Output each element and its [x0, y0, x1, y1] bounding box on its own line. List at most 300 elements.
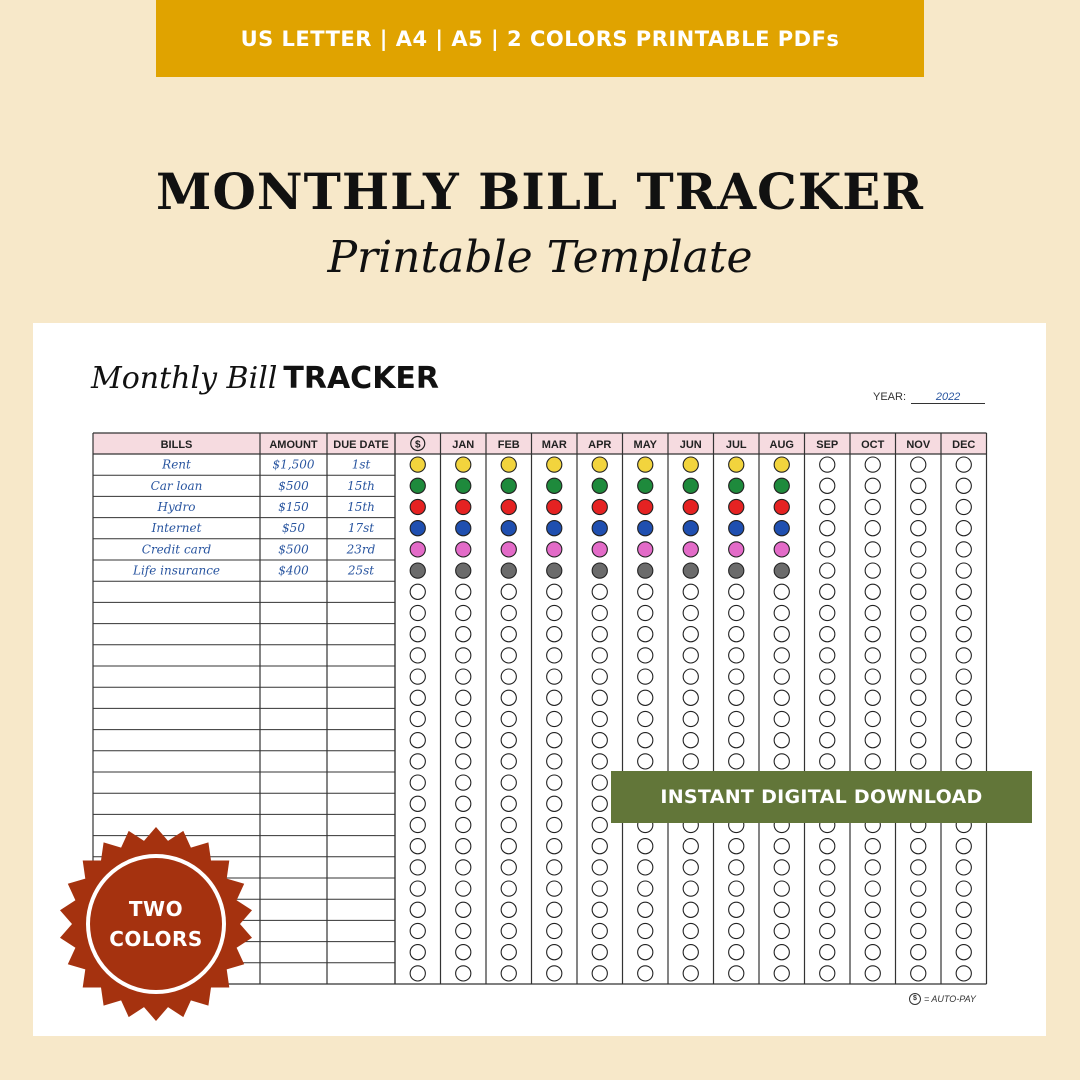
payment-circle — [729, 627, 744, 642]
payment-circle — [683, 605, 698, 620]
instant-download-banner: INSTANT DIGITAL DOWNLOAD — [611, 771, 1032, 823]
bill-amount: $150 — [278, 500, 309, 514]
bill-name: Hydro — [157, 500, 196, 514]
payment-circle — [501, 605, 516, 620]
payment-circle — [456, 563, 471, 578]
payment-circle — [638, 648, 653, 663]
payment-circle — [547, 775, 562, 790]
payment-circle — [683, 648, 698, 663]
bill-amount: $400 — [278, 563, 309, 578]
payment-circle — [410, 457, 425, 472]
payment-circle — [865, 881, 880, 896]
payment-circle — [911, 733, 926, 748]
sheet-title-bold: TRACKER — [283, 361, 440, 396]
table-header-row — [93, 433, 987, 454]
payment-circle — [774, 563, 789, 578]
payment-circle — [456, 711, 471, 726]
payment-circle — [683, 542, 698, 557]
payment-circle — [592, 775, 607, 790]
payment-circle — [410, 521, 425, 536]
payment-circle — [865, 902, 880, 917]
payment-circle — [729, 923, 744, 938]
payment-circle — [456, 499, 471, 514]
payment-circle — [501, 754, 516, 769]
payment-circle — [729, 563, 744, 578]
payment-circle — [547, 521, 562, 536]
payment-circle — [683, 521, 698, 536]
payment-circle — [456, 478, 471, 493]
payment-circle — [410, 796, 425, 811]
payment-circle — [865, 945, 880, 960]
payment-circle — [501, 499, 516, 514]
payment-circle — [820, 733, 835, 748]
payment-circle — [774, 711, 789, 726]
payment-circle — [501, 648, 516, 663]
payment-circle — [683, 923, 698, 938]
payment-circle — [729, 733, 744, 748]
payment-circle — [501, 839, 516, 854]
payment-circle — [820, 499, 835, 514]
payment-circle — [956, 902, 971, 917]
payment-circle — [956, 457, 971, 472]
payment-circle — [956, 669, 971, 684]
payment-circle — [774, 605, 789, 620]
payment-circle — [592, 563, 607, 578]
payment-circle — [911, 605, 926, 620]
payment-circle — [592, 478, 607, 493]
payment-circle — [956, 945, 971, 960]
header-month-jan: JAN — [452, 439, 475, 451]
payment-circle — [956, 881, 971, 896]
payment-circle — [820, 690, 835, 705]
payment-circle — [592, 966, 607, 981]
payment-circle — [729, 690, 744, 705]
sub-title: Printable Template — [327, 232, 753, 283]
payment-circle — [683, 902, 698, 917]
payment-circle — [956, 711, 971, 726]
payment-circle — [683, 457, 698, 472]
payment-circle — [547, 542, 562, 557]
autopay-legend — [909, 993, 976, 1005]
autopay-legend-text: = AUTO-PAY — [924, 994, 976, 1004]
payment-circle — [410, 733, 425, 748]
bill-amount: $50 — [282, 521, 305, 536]
payment-circle — [547, 923, 562, 938]
payment-circle — [820, 839, 835, 854]
payment-circle — [501, 817, 516, 832]
payment-circle — [592, 542, 607, 557]
payment-circle — [956, 563, 971, 578]
payment-circle — [501, 542, 516, 557]
payment-circle — [683, 584, 698, 599]
payment-circle — [638, 860, 653, 875]
payment-circle — [865, 605, 880, 620]
payment-circle — [683, 669, 698, 684]
header-month-sep: SEP — [816, 439, 839, 451]
bill-name: Life insurance — [132, 563, 221, 578]
payment-circle — [774, 542, 789, 557]
payment-circle — [547, 711, 562, 726]
payment-circle — [729, 648, 744, 663]
payment-circle — [683, 733, 698, 748]
payment-circle — [592, 669, 607, 684]
header-month-feb: FEB — [497, 439, 520, 451]
payment-circle — [774, 754, 789, 769]
sheet-title-script: Monthly Bill — [91, 361, 278, 396]
payment-circle — [547, 584, 562, 599]
payment-circle — [547, 860, 562, 875]
payment-circle — [501, 690, 516, 705]
payment-circle — [911, 499, 926, 514]
bill-name: Rent — [162, 457, 191, 472]
bill-name: Credit card — [141, 542, 212, 557]
payment-circle — [410, 648, 425, 663]
payment-circle — [774, 923, 789, 938]
payment-circle — [911, 711, 926, 726]
payment-circle — [774, 902, 789, 917]
payment-circle — [911, 669, 926, 684]
payment-circle — [729, 457, 744, 472]
payment-circle — [592, 817, 607, 832]
header-amount: AMOUNT — [269, 439, 318, 451]
payment-circle — [456, 669, 471, 684]
payment-circle — [865, 860, 880, 875]
header-due-date: DUE DATE — [333, 439, 389, 451]
payment-circle — [911, 542, 926, 557]
payment-circle — [729, 584, 744, 599]
payment-circle — [456, 881, 471, 896]
payment-circle — [456, 860, 471, 875]
payment-circle — [911, 563, 926, 578]
payment-circle — [547, 648, 562, 663]
payment-circle — [956, 860, 971, 875]
payment-circle — [820, 584, 835, 599]
payment-circle — [638, 478, 653, 493]
payment-circle — [592, 902, 607, 917]
payment-circle — [820, 605, 835, 620]
payment-circle — [456, 690, 471, 705]
payment-circle — [820, 945, 835, 960]
payment-circle — [410, 584, 425, 599]
payment-circle — [865, 711, 880, 726]
header-month-mar: MAR — [541, 439, 567, 451]
payment-circle — [820, 860, 835, 875]
payment-circle — [729, 881, 744, 896]
payment-circle — [638, 839, 653, 854]
payment-circle — [547, 839, 562, 854]
main-title: MONTHLY BILL TRACKER — [156, 162, 924, 221]
payment-circle — [774, 627, 789, 642]
bill-due-date: 15th — [347, 478, 375, 493]
payment-circle — [865, 923, 880, 938]
payment-circle — [729, 754, 744, 769]
payment-circle — [638, 605, 653, 620]
payment-circle — [729, 945, 744, 960]
header-autopay-symbol: $ — [414, 439, 421, 451]
payment-circle — [638, 945, 653, 960]
payment-circle — [547, 881, 562, 896]
payment-circle — [729, 966, 744, 981]
payment-circle — [456, 584, 471, 599]
payment-circle — [683, 945, 698, 960]
payment-circle — [410, 923, 425, 938]
payment-circle — [956, 966, 971, 981]
payment-circle — [501, 563, 516, 578]
payment-circle — [456, 902, 471, 917]
payment-circle — [683, 499, 698, 514]
payment-circle — [956, 542, 971, 557]
payment-circle — [638, 499, 653, 514]
payment-circle — [638, 690, 653, 705]
payment-circle — [956, 605, 971, 620]
payment-circle — [956, 733, 971, 748]
payment-circle — [456, 796, 471, 811]
payment-circle — [865, 966, 880, 981]
payment-circle — [501, 966, 516, 981]
payment-circle — [683, 563, 698, 578]
payment-circle — [592, 796, 607, 811]
header-month-apr: APR — [588, 439, 612, 451]
payment-circle — [865, 648, 880, 663]
bill-name: Car loan — [150, 478, 203, 493]
payment-circle — [956, 521, 971, 536]
payment-circle — [456, 945, 471, 960]
payment-circle — [410, 605, 425, 620]
payment-circle — [592, 881, 607, 896]
payment-circle — [956, 627, 971, 642]
bill-name: Internet — [151, 521, 202, 536]
bill-amount: $500 — [278, 478, 309, 493]
payment-circle — [592, 839, 607, 854]
payment-circle — [865, 478, 880, 493]
bill-amount: $1,500 — [272, 457, 315, 472]
payment-circle — [456, 839, 471, 854]
payment-circle — [410, 881, 425, 896]
payment-circle — [911, 648, 926, 663]
payment-circle — [774, 648, 789, 663]
payment-circle — [547, 669, 562, 684]
payment-circle — [865, 457, 880, 472]
payment-circle — [820, 521, 835, 536]
payment-circle — [683, 627, 698, 642]
payment-circle — [501, 733, 516, 748]
payment-circle — [501, 627, 516, 642]
payment-circle — [911, 966, 926, 981]
payment-circle — [911, 754, 926, 769]
payment-circle — [729, 499, 744, 514]
payment-circle — [774, 669, 789, 684]
payment-circle — [820, 478, 835, 493]
payment-circle — [456, 775, 471, 790]
payment-circle — [501, 902, 516, 917]
payment-circle — [456, 923, 471, 938]
payment-circle — [865, 542, 880, 557]
payment-circle — [410, 902, 425, 917]
payment-circle — [501, 521, 516, 536]
payment-circle — [410, 839, 425, 854]
payment-circle — [638, 902, 653, 917]
payment-circle — [410, 627, 425, 642]
payment-circle — [911, 945, 926, 960]
payment-circle — [592, 711, 607, 726]
payment-circle — [456, 542, 471, 557]
payment-circle — [592, 648, 607, 663]
payment-circle — [911, 881, 926, 896]
payment-circle — [956, 690, 971, 705]
payment-circle — [774, 457, 789, 472]
payment-circle — [820, 542, 835, 557]
payment-circle — [410, 499, 425, 514]
payment-circle — [638, 881, 653, 896]
payment-circle — [956, 839, 971, 854]
payment-circle — [456, 817, 471, 832]
header-month-may: MAY — [633, 439, 657, 451]
payment-circle — [911, 584, 926, 599]
payment-circle — [638, 733, 653, 748]
payment-circle — [956, 499, 971, 514]
payment-circle — [865, 839, 880, 854]
payment-circle — [456, 754, 471, 769]
header-month-jul: JUL — [725, 439, 747, 451]
payment-circle — [501, 711, 516, 726]
payment-circle — [865, 499, 880, 514]
payment-circle — [911, 839, 926, 854]
payment-circle — [956, 584, 971, 599]
payment-circle — [410, 478, 425, 493]
payment-circle — [501, 923, 516, 938]
payment-circle — [820, 711, 835, 726]
payment-circle — [820, 881, 835, 896]
payment-circle — [456, 966, 471, 981]
payment-circle — [956, 754, 971, 769]
payment-circle — [911, 627, 926, 642]
payment-circle — [410, 945, 425, 960]
payment-circle — [638, 966, 653, 981]
payment-circle — [638, 923, 653, 938]
bill-due-date: 23rd — [346, 542, 376, 557]
payment-circle — [638, 542, 653, 557]
payment-circle — [820, 648, 835, 663]
bill-amount: $500 — [278, 542, 309, 557]
payment-circle — [638, 754, 653, 769]
payment-circle — [547, 627, 562, 642]
payment-circle — [501, 796, 516, 811]
payment-circle — [547, 902, 562, 917]
payment-circle — [501, 457, 516, 472]
payment-circle — [865, 584, 880, 599]
payment-circle — [638, 584, 653, 599]
header-month-oct: OCT — [861, 439, 885, 451]
payment-circle — [729, 902, 744, 917]
payment-circle — [501, 881, 516, 896]
payment-circle — [547, 605, 562, 620]
payment-circle — [501, 945, 516, 960]
payment-circle — [456, 627, 471, 642]
payment-circle — [820, 669, 835, 684]
payment-circle — [729, 542, 744, 557]
payment-circle — [820, 966, 835, 981]
header-month-jun: JUN — [679, 439, 702, 451]
payment-circle — [547, 563, 562, 578]
payment-circle — [729, 839, 744, 854]
payment-circle — [683, 881, 698, 896]
payment-circle — [501, 775, 516, 790]
payment-circle — [729, 605, 744, 620]
payment-circle — [456, 457, 471, 472]
payment-circle — [547, 754, 562, 769]
payment-circle — [592, 457, 607, 472]
payment-circle — [592, 690, 607, 705]
payment-circle — [774, 945, 789, 960]
payment-circle — [410, 669, 425, 684]
payment-circle — [683, 754, 698, 769]
payment-circle — [410, 754, 425, 769]
payment-circle — [729, 669, 744, 684]
top-banner: US LETTER | A4 | A5 | 2 COLORS PRINTABLE PDFs — [156, 0, 924, 77]
payment-circle — [410, 860, 425, 875]
payment-circle — [592, 754, 607, 769]
payment-circle — [683, 860, 698, 875]
payment-circle — [729, 711, 744, 726]
payment-circle — [410, 966, 425, 981]
payment-circle — [410, 817, 425, 832]
header-month-dec: DEC — [952, 439, 976, 451]
payment-circle — [911, 923, 926, 938]
payment-circle — [592, 584, 607, 599]
payment-circle — [683, 839, 698, 854]
payment-circle — [911, 521, 926, 536]
payment-circle — [911, 902, 926, 917]
bill-due-date: 1st — [351, 457, 371, 472]
payment-circle — [729, 521, 744, 536]
payment-circle — [456, 733, 471, 748]
payment-circle — [729, 860, 744, 875]
payment-circle — [774, 478, 789, 493]
header-bills: BILLS — [160, 439, 193, 451]
seal-line-2: COLORS — [109, 927, 203, 951]
payment-circle — [956, 648, 971, 663]
payment-circle — [865, 690, 880, 705]
payment-circle — [410, 690, 425, 705]
payment-circle — [820, 902, 835, 917]
payment-circle — [774, 499, 789, 514]
payment-circle — [456, 605, 471, 620]
payment-circle — [774, 860, 789, 875]
seal-text — [58, 826, 254, 1022]
payment-circle — [774, 881, 789, 896]
payment-circle — [865, 754, 880, 769]
payment-circle — [592, 923, 607, 938]
payment-circle — [820, 457, 835, 472]
payment-circle — [820, 563, 835, 578]
payment-circle — [410, 563, 425, 578]
payment-circle — [774, 690, 789, 705]
year-label: YEAR: — [873, 391, 907, 403]
seal-line-1: TWO — [128, 897, 184, 921]
payment-circle — [547, 457, 562, 472]
payment-circle — [638, 563, 653, 578]
year-value: 2022 — [911, 391, 985, 404]
payment-circle — [547, 499, 562, 514]
payment-circle — [456, 521, 471, 536]
payment-circle — [456, 648, 471, 663]
header-month-nov: NOV — [906, 439, 931, 451]
payment-circle — [865, 627, 880, 642]
payment-circle — [501, 584, 516, 599]
payment-circle — [865, 563, 880, 578]
payment-circle — [592, 627, 607, 642]
payment-circle — [820, 754, 835, 769]
